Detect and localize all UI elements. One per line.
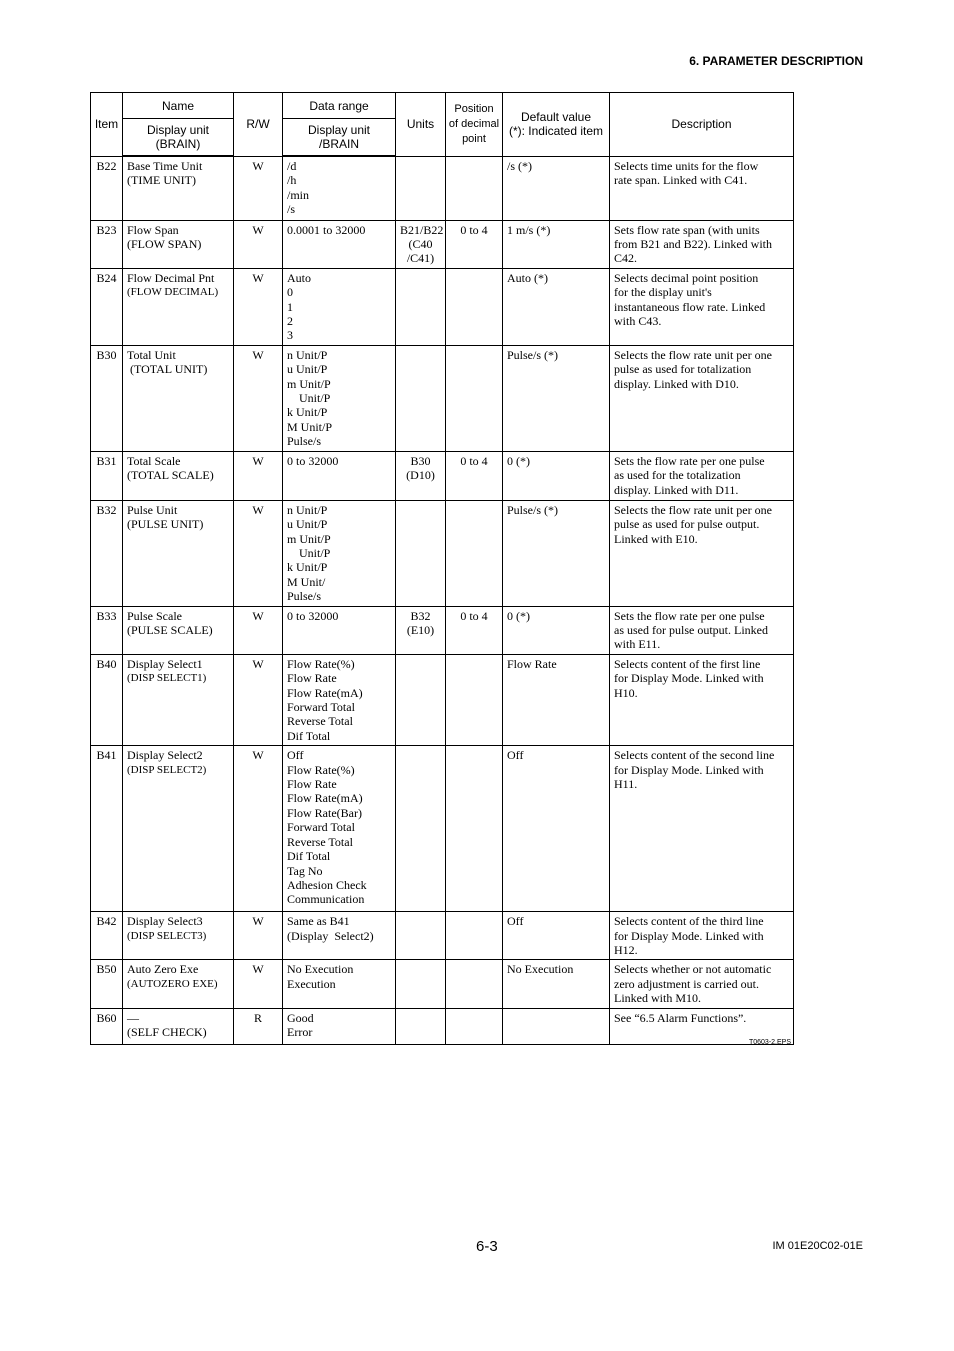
units-line: B32 [410, 608, 431, 623]
description-cell [610, 606, 794, 654]
decimal-position-cell: 0 to 4 [446, 606, 503, 654]
parameter-table [90, 92, 794, 1045]
table-row [91, 451, 794, 500]
decimal-position-cell [446, 156, 503, 220]
range-line: M Unit/P [287, 419, 333, 434]
header-name-sub-line: Display unit [146, 123, 210, 137]
item-cell: B33 [91, 606, 123, 654]
range-line: Good [287, 1010, 314, 1025]
range-line: Pulse/s [287, 589, 322, 604]
range-line: 0 to 32000 [287, 608, 339, 623]
range-line: 3 [287, 328, 293, 343]
range-line: Reverse Total [287, 834, 353, 849]
range-line: (Display Select2) [287, 928, 374, 943]
description-cell [610, 345, 794, 451]
rw-cell: W [234, 912, 283, 960]
name-cell [123, 746, 234, 912]
range-line: Auto [287, 270, 311, 285]
header-name-sub [123, 119, 234, 157]
units-cell [396, 746, 446, 912]
name-line: Total Scale [127, 453, 181, 468]
table-row [91, 156, 794, 220]
name-line: Auto Zero Exe [127, 962, 199, 977]
name-cell [123, 960, 234, 1008]
units-cell [396, 960, 446, 1008]
table-reference: T0603-2.EPS [748, 1039, 791, 1046]
table-row [91, 1008, 794, 1044]
table-row [91, 654, 794, 745]
range-line: Error [287, 1025, 313, 1040]
description-line: pulse as used for totalization [614, 362, 752, 377]
header-position-line: Position [454, 102, 494, 115]
header-range-sub-line: Display unit [307, 123, 371, 137]
name-line: (SELF CHECK) [127, 1025, 207, 1040]
data-range-cell [283, 606, 396, 654]
name-cell [123, 268, 234, 345]
description-line: for Display Mode. Linked with [614, 671, 764, 686]
units-line: B21/B22 [400, 222, 444, 237]
header-decimal-position [446, 93, 503, 157]
name-cell [123, 345, 234, 451]
range-line: Adhesion Check [287, 877, 367, 892]
name-cell [123, 606, 234, 654]
description-line: with E11. [614, 637, 661, 652]
range-line: Pulse/s [287, 434, 322, 449]
units-line: (C40 [408, 236, 433, 251]
header-position-line: point [462, 132, 486, 145]
default-value-cell [503, 1008, 610, 1044]
item-cell: B41 [91, 746, 123, 912]
range-line: Reverse Total [287, 714, 353, 729]
description-line: Selects content of the second line [614, 748, 775, 763]
data-range-cell [283, 156, 396, 220]
description-line: for Display Mode. Linked with [614, 928, 764, 943]
default-value-cell: Auto (*) [503, 268, 610, 345]
range-line: Execution [287, 976, 336, 991]
rw-cell: W [234, 268, 283, 345]
header-default-value [503, 93, 610, 157]
range-line: 2 [287, 313, 293, 328]
description-line: with C43. [614, 313, 662, 328]
name-line: Total Unit [127, 347, 176, 362]
name-cell [123, 912, 234, 960]
item-cell: B23 [91, 220, 123, 268]
item-cell: B60 [91, 1008, 123, 1044]
data-range-cell [283, 451, 396, 500]
name-line: Base Time Unit [127, 159, 203, 173]
name-line: Display Select1 [127, 656, 203, 671]
description-line: C42. [614, 251, 638, 266]
rw-cell: W [234, 606, 283, 654]
range-line: 0.0001 to 32000 [287, 222, 366, 237]
header-data-range-sub [283, 119, 396, 157]
units-cell [396, 220, 446, 268]
description-line: Selects the flow rate unit per one [614, 502, 772, 517]
header-range-sub-line: /BRAIN [318, 137, 359, 151]
range-line: Dif Total [287, 849, 331, 864]
description-cell [610, 500, 794, 606]
range-line: M Unit/ [287, 574, 326, 589]
description-line: H10. [614, 685, 638, 700]
description-line: Linked with E10. [614, 531, 698, 546]
rw-cell: R [234, 1008, 283, 1044]
range-line: Forward Total [287, 700, 355, 715]
header-description: Description [610, 93, 794, 157]
default-value-cell: Off [503, 912, 610, 960]
range-line: Same as B41 [287, 914, 350, 929]
header-default-line: Default value [520, 110, 592, 125]
name-line: (TOTAL UNIT) [127, 362, 208, 377]
name-line: (DISP SELECT1) [127, 672, 207, 685]
units-cell [396, 654, 446, 745]
units-cell [396, 912, 446, 960]
range-line: 0 to 32000 [287, 453, 339, 468]
range-line: Flow Rate(%) [287, 762, 355, 777]
table-row [91, 746, 794, 912]
description-cell [610, 156, 794, 220]
description-line: display. Linked with D10. [614, 376, 739, 391]
parameter-table-body [91, 156, 794, 1044]
item-cell: B30 [91, 345, 123, 451]
name-cell [123, 156, 234, 220]
item-cell: B50 [91, 960, 123, 1008]
name-cell [123, 451, 234, 500]
default-value-cell: 0 (*) [503, 451, 610, 500]
units-cell [396, 345, 446, 451]
description-cell [610, 268, 794, 345]
data-range-cell [283, 654, 396, 745]
decimal-position-cell [446, 960, 503, 1008]
name-line: (TIME UNIT) [127, 173, 196, 188]
range-line: Flow Rate(mA) [287, 791, 363, 806]
range-line: 1 [287, 299, 293, 314]
range-line: m Unit/P [287, 531, 331, 546]
name-line: — [127, 1010, 139, 1025]
name-line: Pulse Unit [127, 502, 178, 517]
description-line: H11. [614, 777, 638, 792]
description-line: Selects decimal point position [614, 270, 759, 285]
description-line: from B21 and B22). Linked with [614, 236, 772, 251]
table-row [91, 912, 794, 960]
description-line: Selects the flow rate unit per one [614, 347, 772, 362]
decimal-position-cell: 0 to 4 [446, 220, 503, 268]
range-line: Dif Total [287, 728, 331, 743]
header-name-sub-line: (BRAIN) [155, 137, 201, 151]
range-line: Forward Total [287, 820, 355, 835]
description-line: as used for pulse output. Linked [614, 623, 768, 637]
header-data-range: Data range [283, 93, 396, 119]
document-id: IM 01E20C02-01E [772, 1240, 863, 1252]
range-line: m Unit/P [287, 376, 331, 391]
description-line: Linked with M10. [614, 991, 701, 1006]
range-line: Flow Rate [287, 671, 337, 686]
units-cell [396, 451, 446, 500]
name-line: (TOTAL SCALE) [127, 468, 214, 483]
header-item: Item [91, 93, 123, 157]
range-line: /s [287, 202, 296, 217]
range-line: Communication [287, 892, 365, 907]
name-line: Display Select2 [127, 748, 203, 763]
description-cell [610, 220, 794, 268]
item-cell: B42 [91, 912, 123, 960]
rw-cell: W [234, 746, 283, 912]
default-value-cell: /s (*) [503, 156, 610, 220]
data-range-cell [283, 912, 396, 960]
header-default-line: (*): Indicated item [508, 124, 604, 139]
units-cell [396, 606, 446, 654]
decimal-position-cell [446, 268, 503, 345]
default-value-cell: 1 m/s (*) [503, 220, 610, 268]
name-cell [123, 1008, 234, 1044]
table-row [91, 268, 794, 345]
name-cell [123, 654, 234, 745]
data-range-cell [283, 960, 396, 1008]
name-line: (DISP SELECT3) [127, 929, 207, 942]
description-cell [610, 746, 794, 912]
description-cell [610, 654, 794, 745]
units-cell [396, 156, 446, 220]
default-value-cell: Pulse/s (*) [503, 345, 610, 451]
name-cell [123, 500, 234, 606]
units-line: /C41) [406, 251, 435, 266]
units-line: (D10) [406, 468, 435, 483]
data-range-cell [283, 220, 396, 268]
name-line: Pulse Scale [127, 608, 182, 623]
data-range-cell [283, 345, 396, 451]
description-line: H12. [614, 943, 638, 958]
header-rw: R/W [234, 93, 283, 157]
table-row [91, 220, 794, 268]
range-line: Off [287, 748, 304, 763]
description-line: instantaneous flow rate. Linked [614, 299, 766, 314]
range-line: No Execution [287, 962, 354, 977]
name-line: (DISP SELECT2) [127, 763, 207, 776]
description-line: for the display unit's [614, 285, 712, 300]
data-range-cell [283, 1008, 396, 1044]
range-line: Flow Rate(%) [287, 656, 355, 671]
description-line: Selects content of the first line [614, 656, 761, 671]
table-row [91, 606, 794, 654]
description-line: pulse as used for pulse output. [614, 517, 760, 532]
range-line: Flow Rate [287, 777, 337, 792]
description-line: Sets flow rate span (with units [614, 222, 760, 237]
name-line: (FLOW SPAN) [127, 236, 202, 251]
description-cell [610, 912, 794, 960]
default-value-cell: Flow Rate [503, 654, 610, 745]
range-line: 0 [287, 285, 293, 300]
name-line: (PULSE SCALE) [127, 623, 213, 637]
description-line: Selects content of the third line [614, 914, 764, 929]
name-line: Flow Decimal Pnt [127, 270, 215, 285]
decimal-position-cell [446, 500, 503, 606]
range-line: u Unit/P [287, 362, 328, 377]
decimal-position-cell: 0 to 4 [446, 451, 503, 500]
rw-cell: W [234, 960, 283, 1008]
table-row [91, 500, 794, 606]
description-line: Sets the flow rate per one pulse [614, 608, 765, 623]
name-cell [123, 220, 234, 268]
description-cell [610, 451, 794, 500]
description-line: display. Linked with D11. [614, 482, 739, 497]
units-cell [396, 500, 446, 606]
data-range-cell [283, 746, 396, 912]
description-line: Selects whether or not automatic [614, 962, 772, 977]
header-units: Units [396, 93, 446, 157]
units-line: (E10) [406, 623, 435, 637]
description-line: as used for the totalization [614, 468, 741, 483]
section-title: 6. PARAMETER DESCRIPTION [689, 54, 863, 68]
item-cell: B32 [91, 500, 123, 606]
description-line: Sets the flow rate per one pulse [614, 453, 765, 468]
name-line: Display Select3 [127, 914, 203, 929]
description-line: Selects time units for the flow [614, 158, 759, 173]
default-value-cell: No Execution [503, 960, 610, 1008]
header-position-line: of decimal [448, 117, 500, 130]
description-cell [610, 960, 794, 1008]
range-line: /min [287, 187, 310, 202]
item-cell: B40 [91, 654, 123, 745]
range-line: n Unit/P [287, 347, 328, 362]
data-range-cell [283, 500, 396, 606]
decimal-position-cell [446, 654, 503, 745]
rw-cell: W [234, 654, 283, 745]
default-value-cell: Off [503, 746, 610, 912]
description-line: zero adjustment is carried out. [614, 976, 759, 991]
page-number: 6-3 [476, 1238, 498, 1255]
decimal-position-cell [446, 912, 503, 960]
description-line: for Display Mode. Linked with [614, 762, 764, 777]
range-line: Flow Rate(Bar) [287, 805, 362, 820]
table-row [91, 960, 794, 1008]
item-cell: B31 [91, 451, 123, 500]
name-line: (AUTOZERO EXE) [127, 977, 218, 990]
range-line: k Unit/P [287, 560, 328, 575]
default-value-cell: Pulse/s (*) [503, 500, 610, 606]
description-line: rate span. Linked with C41. [614, 172, 748, 187]
item-cell: B24 [91, 268, 123, 345]
range-line: Unit/P [287, 545, 331, 560]
units-line: B30 [410, 453, 431, 468]
rw-cell: W [234, 220, 283, 268]
description-line: See “6.5 Alarm Functions”. [614, 1010, 747, 1025]
name-line: (PULSE UNIT) [127, 517, 204, 532]
table-row [91, 345, 794, 451]
range-line: k Unit/P [287, 405, 328, 420]
item-cell: B22 [91, 156, 123, 220]
rw-cell: W [234, 500, 283, 606]
range-line: Flow Rate(mA) [287, 685, 363, 700]
range-line: /d [287, 159, 297, 173]
range-line: Unit/P [287, 390, 331, 405]
rw-cell: W [234, 451, 283, 500]
decimal-position-cell [446, 345, 503, 451]
range-line: n Unit/P [287, 502, 328, 517]
header-name: Name [123, 93, 234, 119]
range-line: /h [287, 173, 297, 188]
name-line: (FLOW DECIMAL) [127, 286, 219, 299]
rw-cell: W [234, 156, 283, 220]
range-line: u Unit/P [287, 517, 328, 532]
decimal-position-cell [446, 746, 503, 912]
units-cell [396, 1008, 446, 1044]
decimal-position-cell [446, 1008, 503, 1044]
rw-cell: W [234, 345, 283, 451]
range-line: Tag No [287, 863, 323, 878]
name-line: Flow Span [127, 222, 179, 237]
units-cell [396, 268, 446, 345]
default-value-cell: 0 (*) [503, 606, 610, 654]
data-range-cell [283, 268, 396, 345]
